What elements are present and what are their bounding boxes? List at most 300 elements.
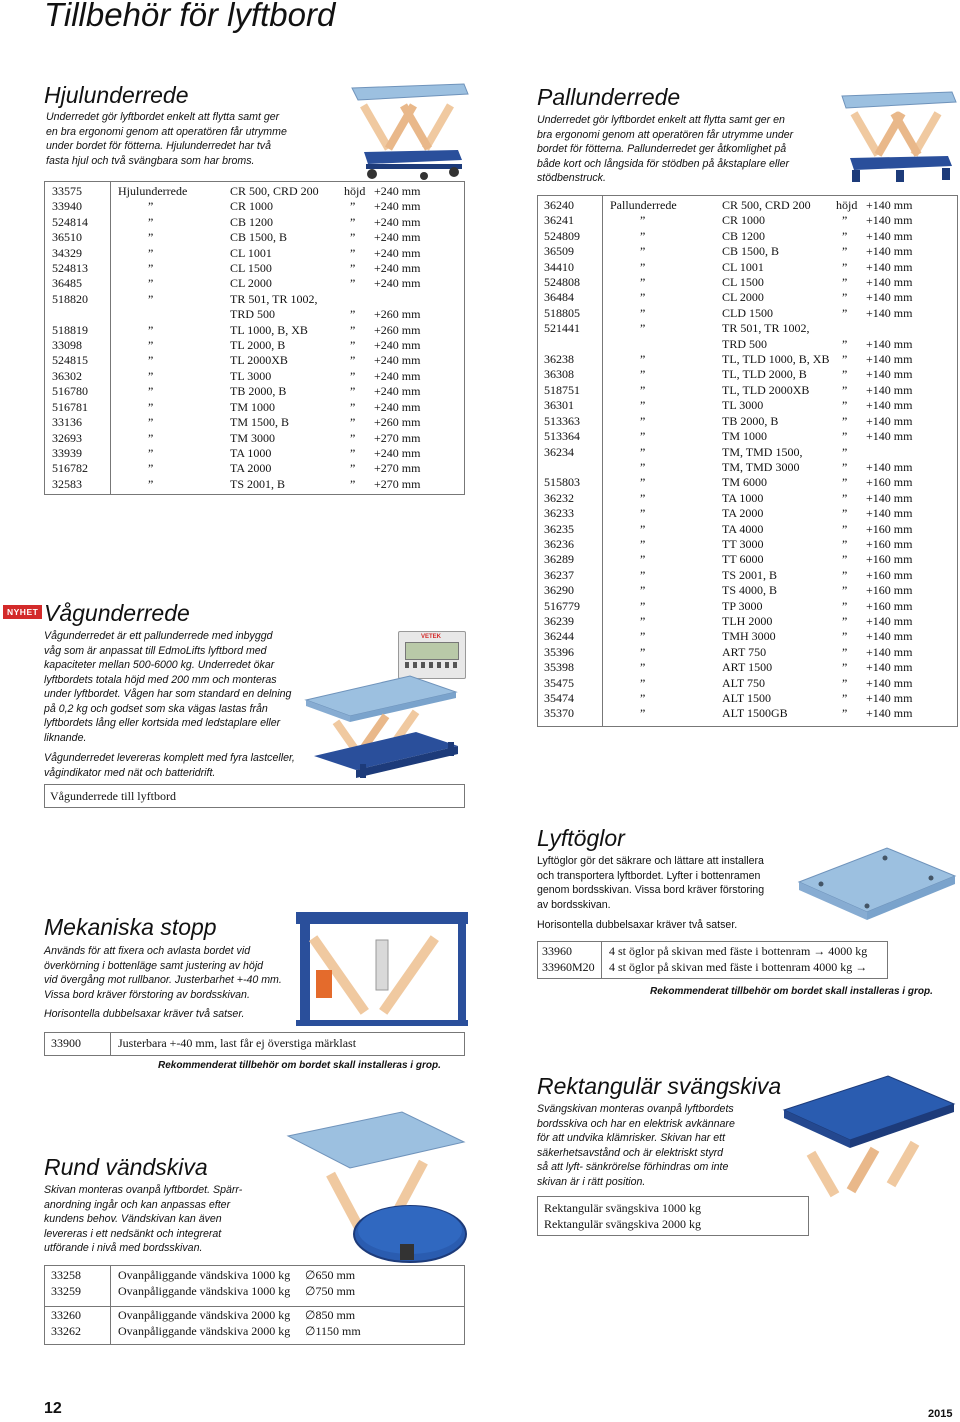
- height-label-cell: ”: [842, 691, 848, 705]
- model-cell: TS 2001, B: [722, 567, 778, 582]
- article-number-cell: 32583: [52, 476, 82, 491]
- product-cell: ”: [148, 291, 154, 306]
- table-row: [52, 215, 434, 230]
- height-value-cell: +140 mm: [866, 290, 913, 305]
- mek-rec: Rekommenderat tillbehör om bordet skall installeras i grop.: [158, 1060, 441, 1071]
- height-value-cell: +260 mm: [374, 307, 421, 322]
- table-row: [544, 552, 926, 567]
- mek-note: Horisontella dubbelsaxar kräver två satser.: [44, 1008, 245, 1020]
- model-cell: TL, TLD 2000XB: [722, 382, 810, 397]
- height-value-cell: +140 mm: [866, 644, 913, 659]
- page-number: 12: [44, 1400, 62, 1417]
- product-cell: ”: [148, 430, 154, 445]
- table-row: [544, 506, 926, 521]
- lyft-row-cap: 4000 kg: [813, 960, 853, 974]
- article-number-cell: [544, 460, 610, 475]
- product-cell: ”: [640, 613, 646, 628]
- height-label-cell: ”: [842, 490, 848, 505]
- height-label-cell: ”: [350, 430, 356, 445]
- table-row: [544, 568, 926, 583]
- arrow-right-icon: →: [813, 944, 826, 958]
- height-value-cell: +240 mm: [374, 399, 421, 414]
- scale-base-lift-image: [300, 670, 462, 782]
- scale-brand-label: VETEK: [421, 634, 442, 640]
- height-value-cell: +140 mm: [866, 382, 913, 397]
- model-cell: CB 1500, B: [230, 230, 288, 245]
- rund-table-box: [44, 1265, 465, 1345]
- height-value-cell: +160 mm: [866, 583, 913, 598]
- height-value-cell: +270 mm: [374, 476, 421, 491]
- height-value-cell: +140 mm: [866, 429, 913, 444]
- height-value-cell: +140 mm: [866, 691, 913, 705]
- article-number-cell: 518751: [544, 382, 580, 397]
- rekt-line: Rektangulär svängskiva 1000 kg: [544, 1201, 701, 1215]
- mek-desc-line: Används för att fixera och avlasta bordet vid: [44, 945, 251, 957]
- height-value-cell: [866, 321, 926, 336]
- vag-desc-line: lyftbordets lång eller kortsida med ledstaplare eller: [44, 717, 281, 729]
- height-label-cell: ”: [350, 476, 356, 491]
- model-cell: TA 1000: [230, 445, 272, 460]
- article-number-cell: 35396: [544, 644, 574, 659]
- mek-title: Mekaniska stopp: [44, 914, 217, 940]
- model-cell: TRD 500: [722, 336, 767, 351]
- table-row: [52, 431, 434, 446]
- lyft-row-desc: 4 st öglor på skivan med fäste i bottenram: [609, 960, 811, 974]
- table-row: [544, 383, 926, 398]
- height-value-cell: +240 mm: [374, 353, 421, 368]
- article-number-cell: 516781: [52, 399, 88, 414]
- pall-desc-line: både kort och långsida för stödben på åkstaplare eller: [537, 157, 790, 170]
- table-row: [52, 323, 434, 338]
- model-cell: TS 2001, B: [230, 476, 286, 491]
- article-number-cell: [544, 337, 610, 352]
- lyft-desc-line: och transportera lyftbordet. Lyfter i bottenramen: [537, 869, 761, 882]
- table-row: [544, 260, 926, 275]
- height-label-cell: ”: [350, 353, 356, 368]
- table-row: [544, 213, 926, 228]
- table-row: [544, 475, 926, 490]
- height-label-cell: ”: [350, 368, 356, 383]
- lyft-desc: [537, 854, 797, 912]
- height-label-cell: ”: [842, 675, 848, 690]
- model-cell: CR 1000: [230, 199, 274, 214]
- table-row: [544, 676, 926, 691]
- product-cell: ”: [640, 675, 646, 690]
- pall-desc: [537, 113, 827, 186]
- height-label-cell: ”: [842, 644, 848, 659]
- article-number-cell: 36290: [544, 583, 574, 598]
- height-label-cell: ”: [842, 305, 848, 320]
- height-value-cell: +160 mm: [866, 598, 913, 613]
- height-label-cell: ”: [350, 338, 356, 353]
- product-cell: ”: [148, 476, 154, 491]
- table-row: [544, 599, 926, 614]
- article-number-cell: 36238: [544, 352, 574, 367]
- height-label-cell: ”: [842, 444, 848, 459]
- table-row: [52, 261, 434, 276]
- rund-text: Ovanpåliggande vändskiva 2000 kg: [118, 1324, 291, 1338]
- lifting-eyes-image: [795, 826, 958, 938]
- table-row: [544, 460, 926, 475]
- article-number-cell: 36237: [544, 567, 574, 582]
- height-label-cell: ”: [842, 290, 848, 305]
- vag-desc2-line: Vågunderredet levereras komplett med fyra lastceller,: [44, 752, 295, 764]
- height-label-cell: ”: [842, 613, 848, 628]
- height-value-cell: +140 mm: [866, 198, 913, 212]
- rund-code: 33260: [51, 1308, 81, 1322]
- height-value-cell: +240 mm: [374, 230, 421, 245]
- year: 2015: [928, 1408, 953, 1420]
- model-cell: TLH 2000: [722, 613, 773, 628]
- rekt-box: [537, 1196, 809, 1236]
- article-number-cell: 36235: [544, 521, 574, 536]
- height-label-cell: ”: [350, 214, 356, 229]
- rekt-line: Rektangulär svängskiva 2000 kg: [544, 1217, 701, 1231]
- vag-desc2: [44, 751, 324, 780]
- height-value-cell: +140 mm: [866, 336, 913, 351]
- new-badge: NYHET: [3, 605, 42, 619]
- vag-desc-line: lyftbordets totala höjd med 200 mm och monteras: [44, 673, 277, 686]
- table-row: [544, 583, 926, 598]
- product-cell: ”: [148, 245, 154, 260]
- rund-diam: ∅650 mm: [305, 1268, 356, 1282]
- article-number-cell: 518820: [52, 291, 88, 306]
- article-number-cell: 33940: [52, 199, 82, 214]
- height-value-cell: +140 mm: [866, 706, 913, 721]
- pall-desc-line: Underredet gör lyftbordet enkelt att flytta samt ger en: [537, 114, 785, 126]
- product-cell: ”: [640, 552, 646, 567]
- height-label-cell: ”: [842, 552, 848, 567]
- product-cell: ”: [640, 567, 646, 582]
- height-label-cell: ”: [350, 307, 356, 322]
- table-row: [544, 367, 926, 382]
- rekt-title: Rektangulär svängskiva: [537, 1073, 782, 1099]
- model-cell: TB 2000, B: [722, 413, 779, 428]
- article-number-cell: 35474: [544, 691, 574, 705]
- article-number-cell: 36239: [544, 613, 574, 628]
- rund-desc-line: Skivan monteras ovanpå lyftbordet. Spärr-: [44, 1184, 243, 1196]
- lyft-rec: Rekommenderat tillbehör om bordet skall installeras i grop.: [650, 986, 933, 997]
- product-cell: ”: [640, 429, 646, 444]
- lyft-row-code: 33960: [542, 944, 572, 958]
- table-row: [544, 660, 926, 675]
- lyft-row-text: [609, 960, 867, 975]
- table-row: [544, 629, 926, 644]
- height-value-cell: +260 mm: [374, 415, 421, 430]
- product-cell: ”: [148, 338, 154, 353]
- table-row: [544, 321, 926, 336]
- rund-code: 33258: [51, 1268, 81, 1282]
- product-cell: ”: [148, 276, 154, 291]
- product-cell: ”: [640, 506, 646, 521]
- product-cell: ”: [148, 368, 154, 383]
- table-row: [544, 398, 926, 413]
- model-cell: TM 1500, B: [230, 415, 290, 430]
- model-cell: CB 1200: [722, 228, 766, 243]
- pall-desc-line: stödbenstruck.: [537, 172, 606, 184]
- model-cell: CL 1500: [230, 261, 272, 276]
- height-value-cell: +140 mm: [866, 675, 913, 690]
- article-number-cell: 36485: [52, 276, 82, 291]
- model-cell: TA 1000: [722, 490, 764, 505]
- table-divider: [110, 1266, 111, 1344]
- table-row: [52, 461, 434, 476]
- model-cell: TB 2000, B: [230, 384, 287, 399]
- product-cell: ”: [640, 382, 646, 397]
- lyft-row-desc: 4 st öglor på skivan med fäste i bottenram: [609, 944, 811, 958]
- table-row: [52, 400, 434, 415]
- article-number-cell: 33098: [52, 338, 82, 353]
- model-cell: ALT 750: [722, 675, 766, 690]
- height-label-cell: ”: [842, 336, 848, 351]
- round-turntable-image: [282, 1106, 470, 1266]
- mek-table-box: [44, 1032, 465, 1056]
- model-cell: CR 500, CRD 200: [722, 198, 811, 212]
- table-row: [544, 706, 926, 721]
- table-row: [52, 184, 434, 199]
- height-value-cell: +240 mm: [374, 199, 421, 214]
- height-value-cell: +140 mm: [866, 490, 913, 505]
- model-cell: TM 1000: [722, 429, 767, 444]
- model-cell: TL 2000, B: [230, 338, 286, 353]
- article-number-cell: 36484: [544, 290, 574, 305]
- vag-desc: [44, 629, 314, 745]
- article-number-cell: 33939: [52, 445, 82, 460]
- product-cell: ”: [148, 261, 154, 276]
- rund-text: Ovanpåliggande vändskiva 1000 kg: [118, 1284, 291, 1298]
- height-label-cell: ”: [842, 521, 848, 536]
- table-row: [544, 537, 926, 552]
- model-cell: TT 3000: [722, 536, 764, 551]
- height-value-cell: +160 mm: [866, 521, 913, 536]
- product-cell: Pallunderrede: [610, 198, 677, 212]
- vag-desc-line: under lyftbordet. Vågen har som standard en delning: [44, 688, 292, 700]
- model-cell: TL 1000, B, XB: [230, 322, 308, 337]
- mek-desc-line: Vissa bord kräver förstoring av bordsskivan.: [44, 988, 250, 1001]
- article-number-cell: 516780: [52, 384, 88, 399]
- height-value-cell: +270 mm: [374, 430, 421, 445]
- table-row: [544, 306, 926, 321]
- height-value-cell: +240 mm: [374, 261, 421, 276]
- page-title: Tillbehör för lyftbord: [44, 0, 336, 33]
- model-cell: CR 1000: [722, 213, 766, 228]
- model-cell: TT 6000: [722, 552, 764, 567]
- hjul-desc-line: under bordet för fötterna. Hjulunderredet har två: [46, 140, 271, 152]
- article-number-cell: 36509: [544, 244, 574, 259]
- height-label-cell: ”: [842, 228, 848, 243]
- product-cell: ”: [640, 490, 646, 505]
- height-value-cell: +140 mm: [866, 367, 913, 382]
- article-number-cell: 32693: [52, 430, 82, 445]
- scale-screen: [405, 642, 459, 660]
- article-number-cell: 36302: [52, 368, 82, 383]
- lyft-desc-line: Lyftöglor gör det säkrare och lättare att installera: [537, 855, 764, 867]
- rund-desc-line: anordning ingår och kan anpassas efter: [44, 1198, 231, 1211]
- article-number-cell: 36240: [544, 198, 574, 212]
- height-value-cell: +140 mm: [866, 244, 913, 259]
- table-row: [52, 477, 434, 492]
- product-cell: [610, 337, 722, 352]
- product-cell: [118, 307, 230, 322]
- vag-box-text: Vågunderrede till lyftbord: [50, 789, 176, 803]
- table-row: [544, 290, 926, 305]
- product-cell: Hjulunderrede: [118, 184, 188, 198]
- mek-desc-line: vid övergång mot rullbanor. Justerbarhet +-40 mm.: [44, 974, 282, 986]
- model-cell: CR 500, CRD 200: [230, 184, 319, 198]
- vag-desc-line: liknande.: [44, 731, 87, 744]
- hjul-desc-line: en bra ergonomi genom att operatören får utrymme: [46, 125, 287, 138]
- product-cell: ”: [640, 228, 646, 243]
- product-cell: ”: [148, 461, 154, 476]
- height-value-cell: +240 mm: [374, 184, 421, 198]
- model-cell: CB 1200: [230, 214, 274, 229]
- model-cell: TP 3000: [722, 598, 763, 613]
- rund-desc-line: kundens behov. Vändskivan kan även: [44, 1213, 222, 1225]
- article-number-cell: [52, 307, 118, 322]
- height-label-cell: ”: [842, 459, 848, 474]
- table-row: [544, 522, 926, 537]
- pall-desc-line: bordet för fötterna. Pallunderredet ger åtkomlighet på: [537, 143, 787, 155]
- model-cell: TM 1000: [230, 399, 275, 414]
- height-label-cell: ”: [350, 461, 356, 476]
- lyft-desc-line: av bordsskivan.: [537, 898, 611, 911]
- height-label-cell: ”: [350, 230, 356, 245]
- article-number-cell: 33575: [52, 184, 82, 198]
- model-cell: TM, TMD 1500,: [722, 444, 803, 459]
- vag-desc-line: kapaciteter mellan 500-6000 kg. Underredet ökar: [44, 659, 275, 671]
- vag-desc2-line: vågindikator med nät och batteridrift.: [44, 766, 216, 779]
- model-cell: ALT 1500: [722, 691, 772, 705]
- height-label-cell: ”: [842, 506, 848, 521]
- table-row: [544, 614, 926, 629]
- table-row: [544, 244, 926, 259]
- hjul-table: [52, 184, 434, 492]
- product-cell: ”: [640, 521, 646, 536]
- rund-text: Ovanpåliggande vändskiva 1000 kg: [118, 1268, 291, 1282]
- table-row-divider: [45, 1306, 464, 1307]
- product-cell: ”: [640, 691, 646, 705]
- height-value-cell: +240 mm: [374, 368, 421, 383]
- model-cell: CL 1500: [722, 275, 764, 290]
- table-row: [52, 384, 434, 399]
- pall-title: Pallunderrede: [537, 84, 681, 110]
- height-label-cell: ”: [350, 399, 356, 414]
- wheel-base-lift-image: [342, 80, 472, 184]
- article-number-cell: 34329: [52, 245, 82, 260]
- height-label-cell: ”: [350, 245, 356, 260]
- article-number-cell: 524813: [52, 261, 88, 276]
- height-label-cell: ”: [842, 275, 848, 290]
- height-value-cell: +160 mm: [866, 567, 913, 582]
- lyft-row-text: [609, 944, 867, 959]
- rund-diam: ∅850 mm: [305, 1308, 356, 1322]
- mek-desc: [44, 944, 294, 1002]
- rund-desc: [44, 1183, 264, 1256]
- model-cell: ART 1500: [722, 660, 773, 675]
- product-cell: ”: [640, 706, 646, 721]
- height-label-cell: ”: [842, 413, 848, 428]
- height-label-cell: ”: [842, 583, 848, 598]
- product-cell: ”: [640, 290, 646, 305]
- model-cell: CLD 1500: [722, 305, 773, 320]
- height-label-cell: höjd: [344, 184, 366, 198]
- mek-desc-line: överkörning i bottenläge samt justering av höjd: [44, 959, 264, 972]
- model-cell: TL, TLD 1000, B, XB: [722, 352, 830, 367]
- product-cell: ”: [640, 413, 646, 428]
- product-cell: ”: [640, 660, 646, 675]
- height-value-cell: +240 mm: [374, 214, 421, 229]
- product-cell: ”: [640, 444, 646, 459]
- vag-desc-line: våg som är anpassat till EdmoLifts lyftbord med: [44, 644, 267, 657]
- table-row: [52, 353, 434, 368]
- height-value-cell: +140 mm: [866, 228, 913, 243]
- model-cell: ALT 1500GB: [722, 706, 788, 721]
- product-cell: ”: [148, 384, 154, 399]
- vag-desc-line: på 0,2 kg och godset som ska vägas lastas från: [44, 702, 268, 715]
- vag-desc-line: Vågunderredet är ett pallunderrede med inbyggd: [44, 630, 273, 642]
- product-cell: ”: [148, 353, 154, 368]
- height-value-cell: +140 mm: [866, 613, 913, 628]
- product-cell: ”: [640, 275, 646, 290]
- height-label-cell: ”: [842, 244, 848, 259]
- rekt-desc-line: bordsskiva och har en elektrisk avkännare: [537, 1117, 735, 1130]
- rund-diam: ∅750 mm: [305, 1284, 356, 1298]
- height-label-cell: ”: [842, 706, 848, 721]
- product-cell: ”: [148, 445, 154, 460]
- article-number-cell: 521441: [544, 321, 580, 336]
- height-label-cell: ”: [842, 367, 848, 382]
- article-number-cell: 516782: [52, 461, 88, 476]
- height-label-cell: ”: [842, 598, 848, 613]
- article-number-cell: 36289: [544, 552, 574, 567]
- rekt-desc-line: skivan är i rätt position.: [537, 1175, 646, 1188]
- table-row: [52, 415, 434, 430]
- arrow-right-icon: →: [855, 960, 868, 974]
- rund-desc-line: levereras i ett nedsänkt och integrerat: [44, 1227, 222, 1240]
- product-cell: ”: [640, 583, 646, 598]
- height-label-cell: ”: [842, 475, 848, 490]
- product-cell: ”: [640, 352, 646, 367]
- model-cell: TMH 3000: [722, 629, 776, 644]
- height-value-cell: +140 mm: [866, 459, 913, 474]
- table-row: [544, 337, 926, 352]
- height-label-cell: ”: [842, 398, 848, 413]
- height-value-cell: +240 mm: [374, 384, 421, 399]
- model-cell: TR 501, TR 1002,: [230, 291, 318, 306]
- model-cell: TL 2000XB: [230, 353, 288, 368]
- table-row: [544, 691, 926, 706]
- pall-table: [544, 198, 926, 722]
- product-cell: ”: [640, 305, 646, 320]
- rund-text: Ovanpåliggande vändskiva 2000 kg: [118, 1308, 291, 1322]
- article-number-cell: 35475: [544, 675, 574, 690]
- vag-box: [44, 784, 465, 808]
- lyft-title: Lyftöglor: [537, 825, 625, 851]
- model-cell: TL 3000: [722, 398, 764, 413]
- height-label-cell: ”: [350, 261, 356, 276]
- height-label-cell: ”: [842, 259, 848, 274]
- hjul-title: Hjulunderrede: [44, 82, 189, 108]
- height-label-cell: ”: [350, 445, 356, 460]
- height-value-cell: +160 mm: [866, 552, 913, 567]
- model-cell: CL 2000: [722, 290, 764, 305]
- table-row: [52, 246, 434, 261]
- product-cell: ”: [640, 244, 646, 259]
- lyft-note: Horisontella dubbelsaxar kräver två satser.: [537, 919, 738, 931]
- model-cell: TS 4000, B: [722, 583, 778, 598]
- table-row: [544, 352, 926, 367]
- model-cell: TM 6000: [722, 475, 767, 490]
